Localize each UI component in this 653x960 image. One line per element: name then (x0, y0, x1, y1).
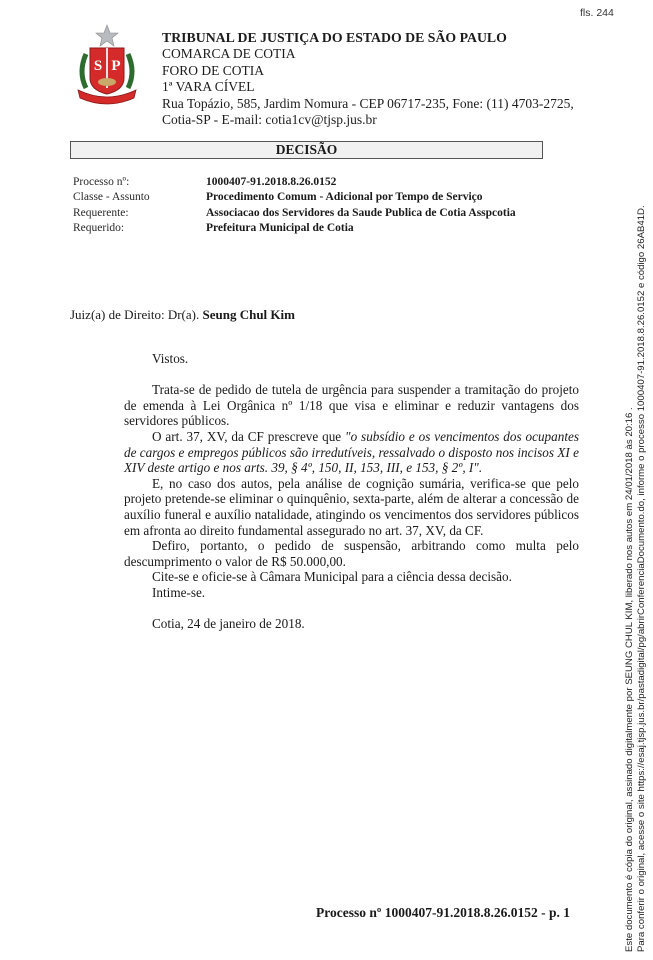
case-info-value: Prefeitura Municipal de Cotia (206, 221, 354, 234)
svg-text:S: S (93, 58, 103, 74)
paragraph-constitution-intro: O art. 37, XV, da CF prescreve que (152, 428, 346, 444)
judge-line (70, 307, 295, 323)
case-info-table (73, 175, 516, 236)
constitution-quote: "o subsídio e os vencimentos dos ocupantes de cargos e empregos públicos são irredutíveis, ressalvado o disposto nos incisos XI e XIV deste artigo e nos arts. 39, § 4º, 150, II, 153, III, e 153, § 2º, I". (124, 428, 579, 476)
svg-text:P: P (111, 58, 121, 74)
paragraph-ruling: Defiro, portanto, o pedido de suspensão, arbitrando como multa pelo descumprimento o valor de R$ 50.000,00. (124, 538, 579, 569)
court-header (162, 30, 574, 128)
paragraph-analysis: E, no caso dos autos, pela análise de cognição sumária, verifica-se que pelo projeto pretende-se eliminar o quinquênio, sexta-parte, além de alterar a concessão de auxílio funeral e auxílio natalidade, atingindo os vencimentos dos servidores públicos em afronta ao direito fundamental assegurado no art. 37, XV, da CF. (124, 475, 579, 538)
signature-note-line-1: Este documento é cópia do original, assinado digitalmente por SEUNG CHUL KIM, liberado nos autos em 24/01/2018 às 20:16 . (624, 407, 635, 952)
coat-of-arms-icon (76, 24, 138, 106)
document-type-title: DECISÃO (70, 141, 543, 159)
paragraph-constitution (124, 429, 579, 476)
case-info-value: Associacao dos Servidores da Saude Publica de Cotia Asspcotia (206, 206, 516, 219)
paragraph-request: Trata-se de pedido de tutela de urgência para suspender a tramitação do projeto de emenda à Lei Orgânica nº 1/18 que visa e eliminar e reduzir vantagens dos servidores públicos. (124, 382, 579, 429)
court-name: TRIBUNAL DE JUSTIÇA DO ESTADO DE SÃO PAULO (162, 30, 507, 45)
case-info-row (73, 175, 516, 190)
case-info-label: Requerente: (73, 206, 129, 219)
address-line-2: Cotia-SP - E-mail: cotia1cv@tjsp.jus.br (162, 112, 377, 128)
judge-name: Seung Chul Kim (202, 307, 295, 322)
decision-date: Cotia, 24 de janeiro de 2018. (152, 616, 305, 632)
signature-note-line-2: Para conferir o original, acesse o site https://esaj.tjsp.jus.br/pastadigital/pg/abrirConferenciaDocumento.do, informe o processo 1000407-91.2018.8.26.0152 e código 26AB41D. (635, 205, 647, 952)
case-info-value: Procedimento Comum - Adicional por Tempo de Serviço (206, 191, 483, 204)
case-info-row (73, 190, 516, 205)
address-line-1: Rua Topázio, 585, Jardim Nomura - CEP 06717-235, Fone: (11) 4703-2725, (162, 95, 574, 111)
paragraph-notify: Cite-se e oficie-se à Câmara Municipal para a ciência dessa decisão. (152, 569, 512, 585)
sao-paulo-coat-of-arms-logo (76, 24, 138, 106)
foro: FORO DE COTIA (162, 62, 265, 78)
decision-body (124, 351, 579, 632)
case-info-value: 1000407-91.2018.8.26.0152 (206, 176, 337, 188)
judge-prefix: Juiz(a) de Direito: Dr(a). (70, 307, 203, 322)
case-info-label: Requerido: (73, 221, 125, 234)
case-info-label: Processo nº: (73, 176, 130, 188)
page-marker: fls. 244 (580, 7, 614, 19)
vara: 1ª VARA CÍVEL (162, 79, 255, 95)
case-info-row (73, 206, 516, 221)
case-info-label: Classe - Assunto (73, 191, 150, 204)
case-info-row (73, 221, 516, 236)
paragraph-intime: Intime-se. (152, 584, 206, 600)
vistos: Vistos. (152, 351, 189, 366)
footer-process-page: Processo nº 1000407-91.2018.8.26.0152 - p. 1 (316, 905, 570, 920)
digital-signature-note (624, 205, 647, 952)
comarca: COMARCA DE COTIA (162, 46, 296, 62)
